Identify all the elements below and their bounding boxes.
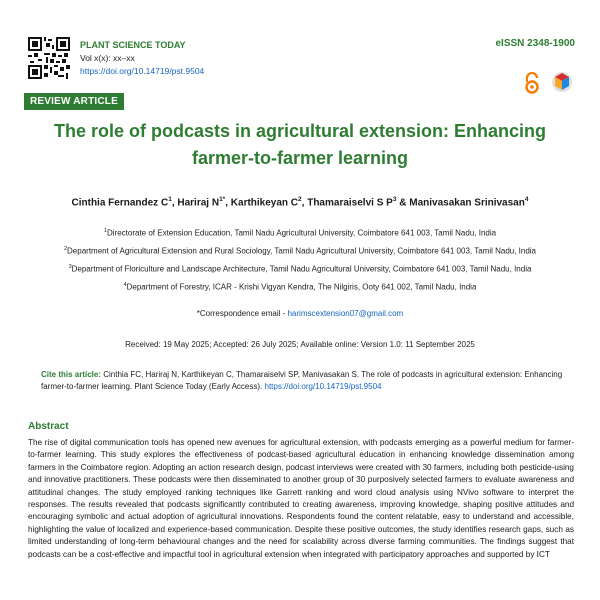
article-title: The role of podcasts in agricultural extension: Enhancing farmer-to-farmer learning bbox=[53, 121, 547, 168]
qr-code-icon bbox=[28, 37, 70, 79]
article-type-badge: REVIEW ARTICLE bbox=[24, 93, 124, 110]
author-separator: , bbox=[171, 197, 178, 209]
journal-info bbox=[80, 39, 204, 78]
affiliation-2: $^2$Department of Agricultural Extension and Rural Sociology, Tamil Nadu Agricultural University, Coimbatore 641 003, Tamil Nadu, India bbox=[63, 246, 537, 256]
eissn: eISSN 2348-1900 bbox=[495, 38, 575, 49]
author-affiliation-mark: 1* bbox=[219, 196, 226, 203]
affiliation-4: $^4$Department of Forestry, ICAR - Krishi Vigyan Kendra, The Nilgiris, Ooty 641 002, Tamil Nadu, India bbox=[123, 282, 477, 292]
author-affiliation-mark: 3 bbox=[392, 196, 397, 203]
author-name: Manivasakan Srinivasan bbox=[409, 197, 525, 209]
journal-name: PLANT SCIENCE TODAY bbox=[80, 40, 186, 50]
crossmark-icon[interactable] bbox=[551, 71, 573, 93]
citation bbox=[41, 369, 571, 393]
doi-link[interactable]: https://doi.org/10.14719/pst.9504 bbox=[80, 66, 205, 76]
cite-text: Cinthia FC, Hariraj N, Karthikeyan C, Thamaraiselvi SP, Manivasakan S. The role of podcasts in agricultural extension: Enhancing farmer-to-farmer learning. Plant Science Today (Early Access). bbox=[41, 370, 563, 391]
author-affiliation-mark: 1 bbox=[168, 196, 172, 203]
author-affiliation-mark: 4 bbox=[524, 196, 529, 203]
author-separator: , bbox=[301, 197, 308, 209]
cite-label: Cite this article: bbox=[41, 370, 104, 379]
affiliation-3: $^3$Department of Floriculture and Landscape Architecture, Tamil Nadu Agricultural University, Coimbatore 641 003, Tamil Nadu, India bbox=[68, 264, 532, 274]
author-separator: & bbox=[396, 197, 410, 209]
correspondence: *Correspondence email - harimscextension07@gmail.com bbox=[196, 309, 404, 318]
affiliation-1: $^1$Directorate of Extension Education, Tamil Nadu Agricultural University, Coimbatore 641 003, Tamil Nadu, India bbox=[103, 228, 497, 238]
author-separator: , bbox=[225, 197, 231, 209]
author-name: Thamaraiselvi S P bbox=[307, 197, 393, 209]
author-name: Hariraj N bbox=[177, 197, 220, 209]
author-affiliation-mark: 2 bbox=[298, 196, 302, 203]
abstract-text: The rise of digital communication tools has opened new avenues for agricultural extension, with podcasts emerging as a powerful medium for farmer-to-farmer learning. This study explores the effectiveness of podcast-based agricultural education in enhancing knowledge dissemination among farmers in the Coimbatore region. Adopting an action research design, podcast interviews were created with 30 farmers, including both pesticide-using and innovative practitioners. These podcasts were then disseminated to another group of 30 purposively selected farmers to evaluate awareness and attitudinal changes. The study employed ranking techniques like Garrett ranking and word cloud analysis using NVivo software to interpret the responses. The results revealed that podcasts significantly contributed to creating awareness, improving knowledge, shaping positive attitudes and encouraging symbolic and actual adoption of agricultural innovations. Respondents found the content relatable, easy to understand and accessible, highlighting the value of localized and experience-based communication. Despite these positive outcomes, the study identifies research gaps, such as limited understanding of long-term behavioural changes and the need for scalability across diverse farming communities. The findings suggest that podcasts can be a cost-effective and impactful tool in agricultural extension when integrated with participatory approaches and supported by ICT bbox=[28, 438, 574, 559]
volume-info: Vol x(x): xx–xx bbox=[80, 53, 135, 63]
abstract-heading: Abstract bbox=[28, 421, 69, 432]
received-dates: Received: 19 May 2025; Accepted: 26 July 2025; Available online: Version 1.0: 11 September 2025 bbox=[125, 340, 475, 349]
open-access-icon[interactable] bbox=[524, 72, 540, 94]
cite-doi-link[interactable]: https://doi.org/10.14719/pst.9504 bbox=[264, 382, 382, 391]
author-name: Cinthia Fernandez C bbox=[71, 197, 169, 209]
author-name: Karthikeyan C bbox=[230, 197, 299, 209]
author-list bbox=[20, 196, 580, 208]
correspondence-email[interactable]: harimscextension07@gmail.com bbox=[287, 309, 404, 318]
